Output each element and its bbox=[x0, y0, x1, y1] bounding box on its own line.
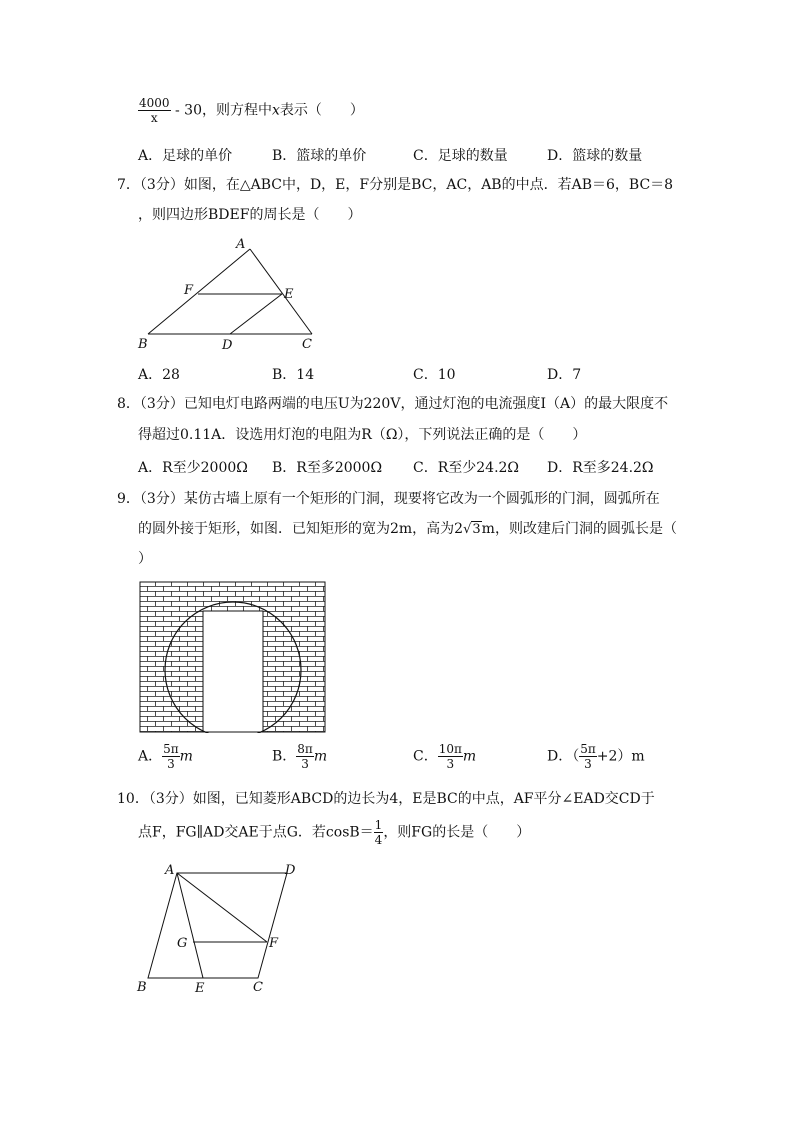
q9-door-rect bbox=[203, 611, 263, 732]
q9-option-c[interactable]: C． $\frac{10\pi}{3}$ m bbox=[413, 742, 477, 771]
q9-stem-line3: ） bbox=[138, 551, 152, 567]
q10-stem-line2: 点F，FG∥AD交AE于点G．若cosB＝ $\frac{1}{4}$ ，则FG的长是（ ） bbox=[138, 818, 531, 847]
q10-label-d: D bbox=[285, 863, 296, 878]
q9-option-a[interactable]: A． $\frac{5\pi}{3}$ m bbox=[138, 742, 193, 771]
q9-stem-line2: 的圆外接于矩形，如图．已知矩形的宽为2m，高为2√3m，则改建后门洞的圆弧长是（ bbox=[138, 521, 677, 537]
q7-label-e: E bbox=[284, 287, 294, 302]
q6-var: x bbox=[272, 102, 280, 119]
q7-option-b[interactable]: B．14 bbox=[272, 367, 315, 383]
q6-equation bbox=[138, 96, 364, 125]
q7-side-ac bbox=[250, 249, 312, 334]
q6-option-a[interactable]: A．足球的单价 bbox=[138, 148, 233, 164]
q7-side-ab bbox=[148, 249, 250, 334]
q7-option-d[interactable]: D．7 bbox=[547, 367, 582, 383]
q10-cos-fraction: $\frac{1}{4}$ bbox=[374, 818, 383, 847]
q6-fraction: $\frac{4000}{x}$ bbox=[139, 96, 170, 125]
q10-stem-line1: 10．（3分）如图，已知菱形ABCD的边长为4，E是BC的中点，AF平分∠EAD交CD于 bbox=[117, 791, 655, 807]
q7-option-a[interactable]: A．28 bbox=[138, 367, 180, 383]
q7-triangle-figure bbox=[132, 234, 332, 354]
q7-label-a: A bbox=[236, 237, 246, 252]
q10-rhombus bbox=[148, 873, 287, 978]
q8-option-a[interactable]: A．R至少2000Ω bbox=[138, 460, 248, 476]
q10-label-a: A bbox=[165, 863, 175, 878]
q10-segment-af bbox=[177, 873, 267, 942]
q8-stem-line1: 8．（3分）已知电灯电路两端的电压U为220V，通过灯泡的电流强度I（A）的最大限度不 bbox=[117, 396, 669, 412]
q9-option-b[interactable]: B． $\frac{8\pi}{3}$ m bbox=[272, 742, 328, 771]
q8-option-d[interactable]: D．R至多24.2Ω bbox=[547, 460, 654, 476]
q9-option-d[interactable]: D．（ $\frac{5\pi}{3}$ +2）m bbox=[547, 742, 645, 771]
q10-label-c: C bbox=[253, 980, 263, 995]
q7-label-d: D bbox=[222, 338, 233, 353]
q10-label-b: B bbox=[137, 980, 147, 995]
q10-segment-ae bbox=[177, 873, 203, 978]
q7-stem-line2: ，则四边形BDEF的周长是（ ） bbox=[138, 207, 362, 223]
q8-stem-line2: 得超过0.11A．设选用灯泡的电阻为R（Ω），下列说法正确的是（ ） bbox=[138, 427, 587, 443]
q6-option-d[interactable]: D．篮球的数量 bbox=[547, 148, 643, 164]
q9-stem-line1: 9．（3分）某仿古墙上原有一个矩形的门洞，现要将它改为一个圆弧形的门洞，圆弧所在 bbox=[117, 491, 660, 507]
q6-option-c[interactable]: C．足球的数量 bbox=[413, 148, 508, 164]
q9-brick-wall-figure bbox=[139, 581, 327, 733]
q8-option-b[interactable]: B．R至多2000Ω bbox=[272, 460, 383, 476]
q6-option-b[interactable]: B．篮球的单价 bbox=[272, 148, 367, 164]
q7-label-c: C bbox=[302, 337, 312, 352]
q6-text2: 表示（ ） bbox=[279, 102, 364, 119]
q10-rhombus-figure bbox=[132, 858, 322, 998]
q7-option-c[interactable]: C．10 bbox=[413, 367, 456, 383]
q10-label-f: F bbox=[269, 936, 279, 951]
q7-segment-ed bbox=[230, 294, 282, 334]
q8-option-c[interactable]: C．R至少24.2Ω bbox=[413, 460, 520, 476]
q6-text: - 30，则方程中 bbox=[175, 102, 272, 119]
q7-label-b: B bbox=[138, 337, 148, 352]
q7-stem-line1: 7．（3分）如图，在△ABC中，D，E，F分别是BC，AC，AB的中点．若AB＝6，BC＝8 bbox=[117, 177, 674, 193]
q10-label-g: G bbox=[177, 936, 188, 951]
q10-label-e: E bbox=[195, 981, 205, 996]
q7-label-f: F bbox=[184, 283, 194, 298]
q9-sqrt: √3 bbox=[463, 522, 481, 537]
